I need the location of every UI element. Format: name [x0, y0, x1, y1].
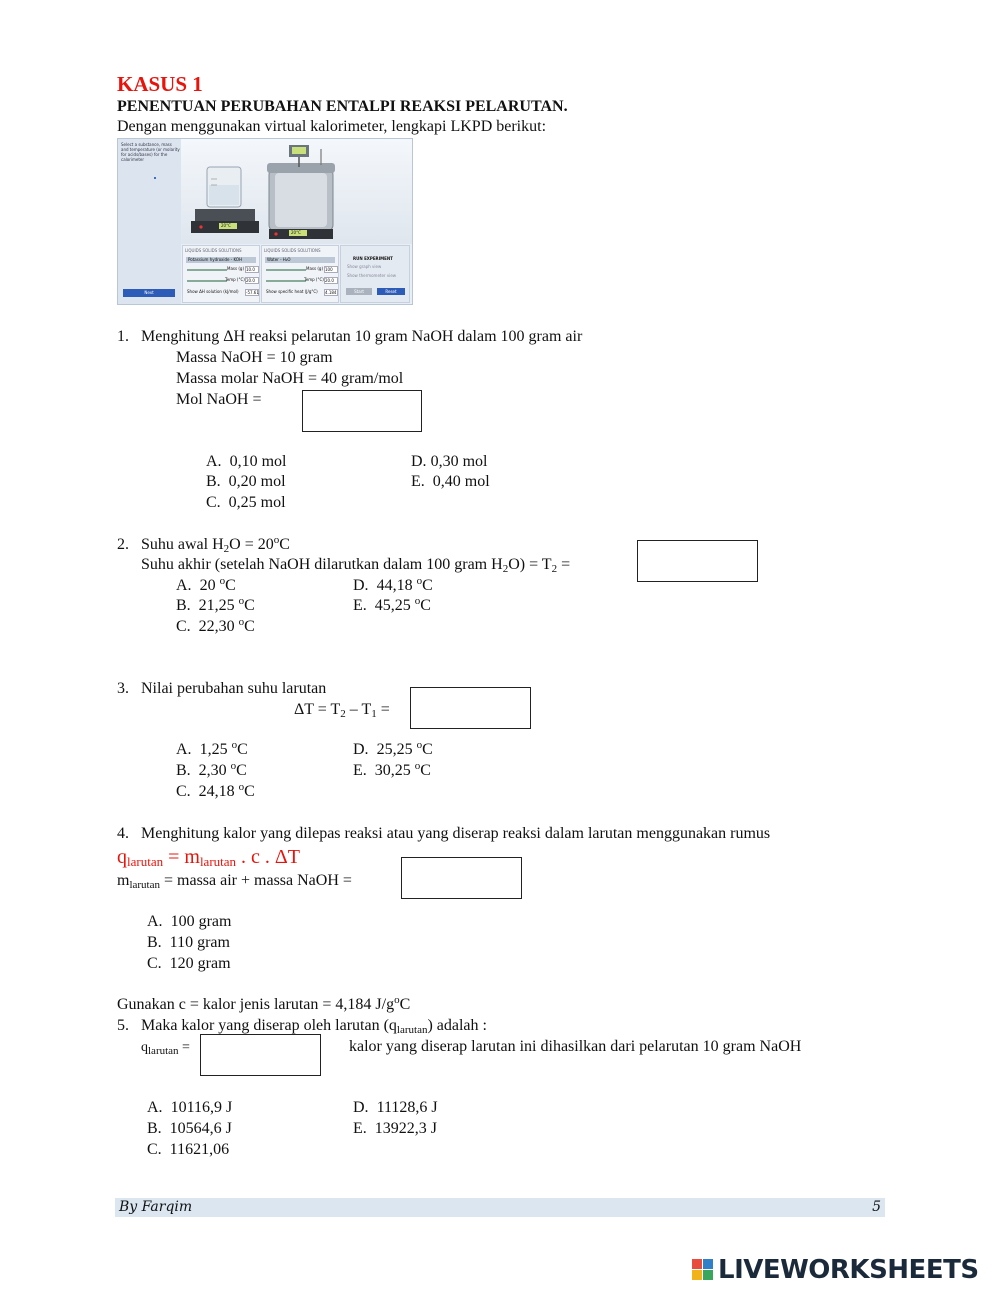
- sim-right-temp-label: Temp (°C): [304, 277, 324, 282]
- q2-line2: Suhu akhir (setelah NaOH dilarutkan dalam 100 gram $H_2O) = T_2$ =: [141, 556, 571, 575]
- q1-option-b: B. 0,20 mol: [206, 473, 286, 490]
- sim-dot: [154, 177, 156, 179]
- sim-left-check-field: -57.61: [246, 290, 259, 295]
- sim-left-dropdown: Potassium hydroxide - KOH: [186, 257, 256, 263]
- sim-run-panel: [340, 245, 410, 303]
- sim-left-temp-slider: [187, 280, 227, 282]
- sim-right-dropdown: Water - H₂O: [265, 257, 335, 263]
- sim-left-temp-label: Temp (°C): [225, 277, 245, 282]
- q3-option-a: A. 1,25 $^o$C: [176, 739, 248, 758]
- sim-run-opt1: Show graph view: [347, 264, 382, 269]
- sim-left-mass-slider: [187, 269, 227, 271]
- sim-right-check-field: 4.184: [325, 290, 337, 295]
- q3-option-c: C. 24,18 $^o$C: [176, 781, 255, 800]
- q2-answer-box[interactable]: [637, 540, 758, 582]
- q5-option-a: A. 10116,9 J: [147, 1099, 233, 1116]
- q1-option-a: A. 0,10 mol: [206, 453, 287, 470]
- sim-side-text: Select a substance, mass and temperature (or molarity for acids/bases) for the calorimeter: [121, 142, 180, 162]
- q5-option-e: E. 13922,3 J: [353, 1120, 438, 1137]
- sim-left-check: Show ΔH solution (kJ/mol): [187, 289, 239, 294]
- sim-solids-panel: [182, 245, 260, 303]
- q3-number: 3.: [117, 680, 129, 697]
- q1-answer-box[interactable]: [302, 390, 422, 432]
- sim-start-button: Start: [346, 288, 372, 295]
- sim-reset-button: Reset: [377, 288, 405, 295]
- q2-option-c: C. 22,30 $^o$C: [176, 616, 255, 635]
- q1-line2: Massa molar NaOH = 40 gram/mol: [176, 370, 404, 387]
- sim-right-tabs: LIQUIDS SOLIDS SOLUTIONS: [264, 248, 321, 253]
- q1-line1: Massa NaOH = 10 gram: [176, 349, 333, 366]
- q1-option-d: D. 0,30 mol: [411, 453, 488, 470]
- page-footer: [115, 1198, 885, 1217]
- q2-option-a: A. 20 $^o$C: [176, 575, 236, 594]
- sim-liquids-panel: [261, 245, 339, 303]
- q1-number: 1.: [117, 328, 129, 345]
- q5-text: Maka kalor yang diserap oleh larutan $(q_{larutan})$ adalah :: [141, 1017, 487, 1036]
- q5-option-c: C. 11621,06: [147, 1141, 230, 1158]
- q3-option-b: B. 2,30 $^o$C: [176, 760, 247, 779]
- q1-line3: Mol NaOH =: [176, 391, 262, 408]
- q3-option-e: E. 30,25 $^o$C: [353, 760, 431, 779]
- q4-mass-line: $m_{larutan}$ = massa air + massa NaOH =: [117, 872, 352, 891]
- sim-right-mass-slider: [266, 269, 306, 271]
- q2-number: 2.: [117, 536, 129, 553]
- sim-left-mass-label: Mass (g): [227, 266, 245, 271]
- q2-option-d: D. 44,18 $^o$C: [353, 575, 433, 594]
- sim-readout-left: 20°C: [221, 223, 231, 228]
- q5-number: 5.: [117, 1017, 129, 1034]
- case-title: KASUS 1: [117, 72, 203, 96]
- q1-option-e: E. 0,40 mol: [411, 473, 490, 490]
- sim-readout-right: 20°C: [291, 230, 301, 235]
- q1-option-c: C. 0,25 mol: [206, 494, 286, 511]
- q1-text: Menghitung ΔH reaksi pelarutan 10 gram NaOH dalam 100 gram air: [141, 328, 583, 345]
- sim-right-check: Show specific heat (J/g°C): [266, 289, 318, 294]
- q4-answer-box[interactable]: [401, 857, 522, 899]
- sim-bench: [181, 139, 412, 244]
- q2-option-b: B. 21,25 $^o$C: [176, 595, 255, 614]
- q3-formula: $\Delta T = T_2 - T_1$ =: [294, 701, 390, 720]
- q4-option-b: B. 110 gram: [147, 934, 230, 951]
- sim-left-temp-field: 20.0: [245, 277, 259, 284]
- q2-line1: Suhu awal $H_2O = 20^oC$: [141, 534, 290, 555]
- q4-formula: $q_{larutan} = m_{larutan}$ . c . ΔT: [117, 846, 300, 869]
- section-subtitle: PENENTUAN PERUBAHAN ENTALPI REAKSI PELARUTAN.: [117, 98, 568, 115]
- sim-right-temp-field: 20.0: [324, 277, 338, 284]
- sim-left-mass-field: 10.0: [245, 266, 259, 273]
- q4-option-c: C. 120 gram: [147, 955, 231, 972]
- footer-author: By Farqim: [119, 1199, 193, 1215]
- sim-apparatus-illustration: [181, 139, 412, 244]
- q5-option-d: D. 11128,6 J: [353, 1099, 438, 1116]
- footer-page-number: 5: [872, 1199, 881, 1215]
- sim-run-opt2: Show thermometer view: [347, 273, 397, 278]
- q4-number: 4.: [117, 825, 129, 842]
- sim-right-mass-field: 100: [324, 266, 338, 273]
- q3-answer-box[interactable]: [410, 687, 531, 729]
- calorimeter-simulation-image: [117, 138, 413, 305]
- q5-note: kalor yang diserap larutan ini dihasilkan dari pelarutan 10 gram NaOH: [349, 1038, 802, 1055]
- q4-option-a: A. 100 gram: [147, 913, 232, 930]
- q5-option-b: B. 10564,6 J: [147, 1120, 232, 1137]
- q3-option-d: D. 25,25 $^o$C: [353, 739, 433, 758]
- q2-option-e: E. 45,25 $^o$C: [353, 595, 431, 614]
- liveworksheets-wordmark: LIVEWORKSHEETS: [718, 1255, 979, 1285]
- sim-next-button: Next: [123, 289, 175, 297]
- q5-given: Gunakan c = kalor jenis larutan = 4,184 $J/g^oC$: [117, 994, 411, 1013]
- sim-run-title: RUN EXPERIMENT: [353, 256, 393, 261]
- liveworksheets-icon: [692, 1259, 714, 1281]
- q3-text: Nilai perubahan suhu larutan: [141, 680, 327, 697]
- sim-left-tabs: LIQUIDS SOLIDS SOLUTIONS: [185, 248, 242, 253]
- sim-right-mass-label: Mass (g): [306, 266, 324, 271]
- q5-q-label: $q_{larutan}$ =: [141, 1040, 190, 1057]
- q5-answer-box[interactable]: [200, 1034, 321, 1076]
- q4-text: Menghitung kalor yang dilepas reaksi atau yang diserap reaksi dalam larutan menggunakan rumus: [141, 825, 771, 842]
- sim-right-temp-slider: [266, 280, 306, 282]
- sim-side-panel: [118, 139, 181, 304]
- intro-text: Dengan menggunakan virtual kalorimeter, lengkapi LKPD berikut:: [117, 118, 547, 135]
